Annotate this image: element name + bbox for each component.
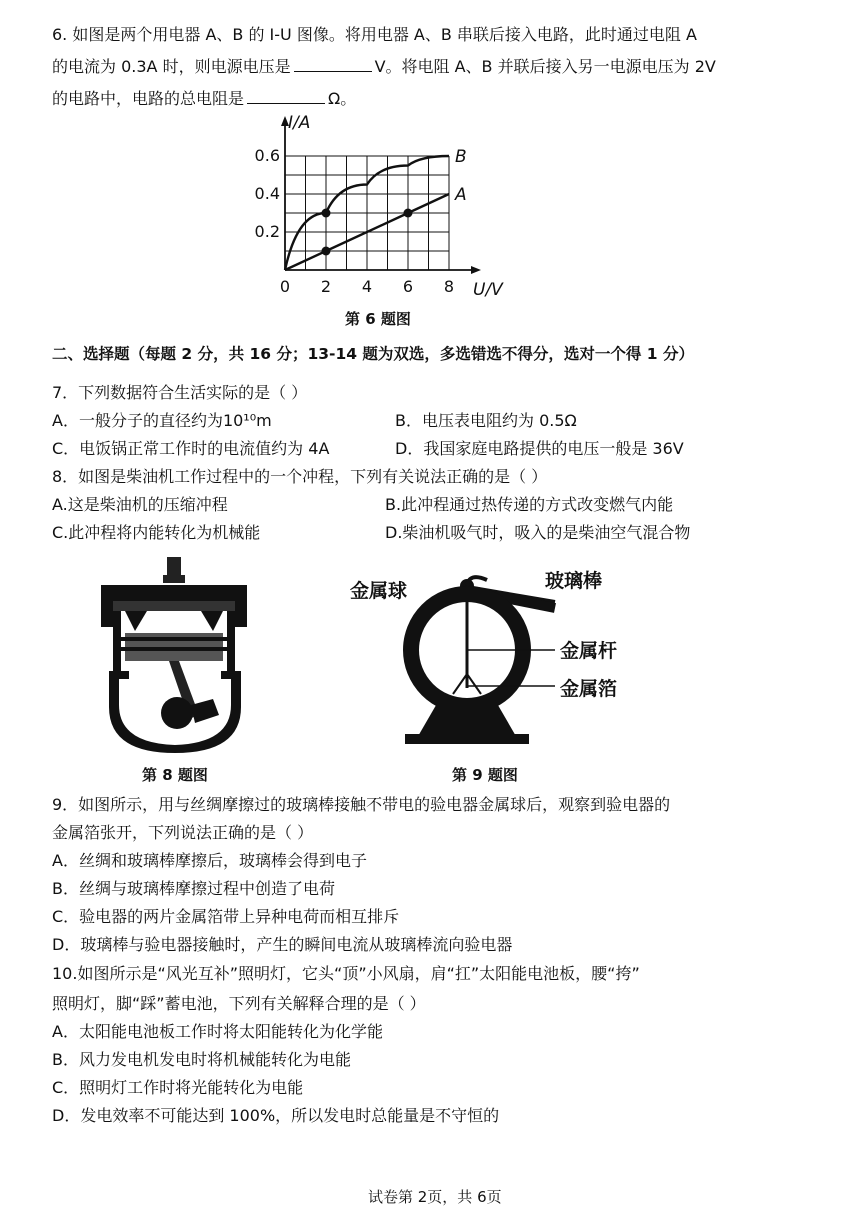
q8-option-c[interactable]: C.此冲程将内能转化为机械能	[52, 523, 261, 542]
q7-option-d[interactable]: D．我国家庭电路提供的电压一般是 36V	[395, 439, 684, 458]
y-tick-label: 0.6	[254, 146, 280, 165]
series-label-A: A	[455, 185, 467, 205]
q8-option-d[interactable]: D.柴油机吸气时，吸入的是柴油空气混合物	[385, 523, 691, 542]
x-axis-arrow	[471, 266, 481, 274]
x-tick-label: 8	[443, 277, 455, 296]
marked-point	[322, 209, 331, 218]
diesel-engine-figure	[95, 555, 255, 755]
q10-stem-2: 照明灯，脚“踩”蓄电池，下列有关解释合理的是（ ）	[52, 994, 426, 1013]
q9-option-a[interactable]: A．丝绸和玻璃棒摩擦后，玻璃棒会得到电子	[52, 851, 367, 870]
x-axis-label: U/V	[473, 280, 503, 300]
q8-option-b[interactable]: B.此冲程通过热传递的方式改变燃气内能	[385, 495, 674, 514]
q7-stem: 7．下列数据符合生活实际的是（ ）	[52, 383, 308, 402]
q6-line-2-a: 的电流为 0.3A 时，则电源电压是	[52, 57, 291, 76]
q9-option-c[interactable]: C．验电器的两片金属箔带上异种电荷而相互排斥	[52, 907, 400, 926]
x-tick-label: 6	[402, 277, 414, 296]
q6-line-3-a: 的电路中，电路的总电阻是	[52, 89, 245, 108]
section-2-title: 二、选择题（每题 2 分，共 16 分；13-14 题为双选，多选错选不得分，选对一个得 1 分）	[52, 345, 694, 363]
answer-blank-1[interactable]	[294, 57, 372, 72]
q10-option-c[interactable]: C．照明灯工作时将光能转化为电能	[52, 1078, 304, 1097]
x-tick-label: 2	[320, 277, 332, 296]
q7-option-b[interactable]: B．电压表电阻约为 0.5Ω	[395, 411, 577, 430]
q6-caption: 第 6 题图	[345, 310, 411, 328]
q8-caption: 第 8 题图	[142, 766, 208, 784]
q9-caption: 第 9 题图	[452, 766, 518, 784]
y-tick-label: 0.2	[254, 222, 280, 241]
x-tick-label: 4	[361, 277, 373, 296]
q8-stem: 8．如图是柴油机工作过程中的一个冲程，下列有关说法正确的是（ ）	[52, 467, 548, 486]
q9-stem-1: 9．如图所示，用与丝绸摩擦过的玻璃棒接触不带电的验电器金属球后，观察到验电器的	[52, 795, 671, 814]
page-footer: 试卷第 2页，共 6页	[368, 1188, 502, 1206]
q7-option-a[interactable]: A．一般分子的直径约为10¹⁰m	[52, 411, 272, 430]
iu-graph	[240, 110, 520, 300]
q10-option-d[interactable]: D．发电效率不可能达到 100%，所以发电时总能量是不守恒的	[52, 1106, 500, 1125]
y-axis-label: I/A	[288, 113, 311, 133]
series-label-B: B	[455, 147, 467, 167]
q10-option-b[interactable]: B．风力发电机发电时将机械能转化为电能	[52, 1050, 351, 1069]
q6-line-3	[52, 88, 356, 110]
q6-line-3-b: Ω。	[328, 89, 357, 108]
y-tick-label: 0.4	[254, 184, 280, 203]
label-metal-foil: 金属箔	[560, 678, 618, 700]
q9-option-d[interactable]: D．玻璃棒与验电器接触时，产生的瞬间电流从玻璃棒流向验电器	[52, 935, 513, 954]
marked-point	[404, 209, 413, 218]
q9-stem-2: 金属箔张开，下列说法正确的是（ ）	[52, 823, 314, 842]
x-tick-label: 0	[279, 277, 291, 296]
q10-option-a[interactable]: A．太阳能电池板工作时将太阳能转化为化学能	[52, 1022, 383, 1041]
label-metal-bar: 金属杆	[560, 640, 618, 662]
q6-line-2	[52, 56, 716, 78]
q7-option-c[interactable]: C．电饭锅正常工作时的电流值约为 4A	[52, 439, 330, 458]
q6-line-1: 6. 如图是两个用电器 A、B 的 I-U 图像。将用电器 A、B 串联后接入电路，此时通过电阻 A	[52, 25, 697, 44]
q8-option-a[interactable]: A.这是柴油机的压缩冲程	[52, 495, 228, 514]
q10-stem-1: 10.如图所示是“风光互补”照明灯，它头“顶”小风扇，肩“扛”太阳能电池板，腰“挎”	[52, 964, 640, 983]
label-metal-ball: 金属球	[350, 580, 408, 602]
label-glass-rod: 玻璃棒	[545, 570, 603, 592]
answer-blank-2[interactable]	[247, 89, 325, 104]
q6-line-2-b: V。将电阻 A、B 并联后接入另一电源电压为 2V	[374, 57, 716, 76]
marked-point	[322, 247, 331, 256]
q9-option-b[interactable]: B．丝绸与玻璃棒摩擦过程中创造了电荷	[52, 879, 335, 898]
electroscope-figure	[395, 560, 570, 750]
